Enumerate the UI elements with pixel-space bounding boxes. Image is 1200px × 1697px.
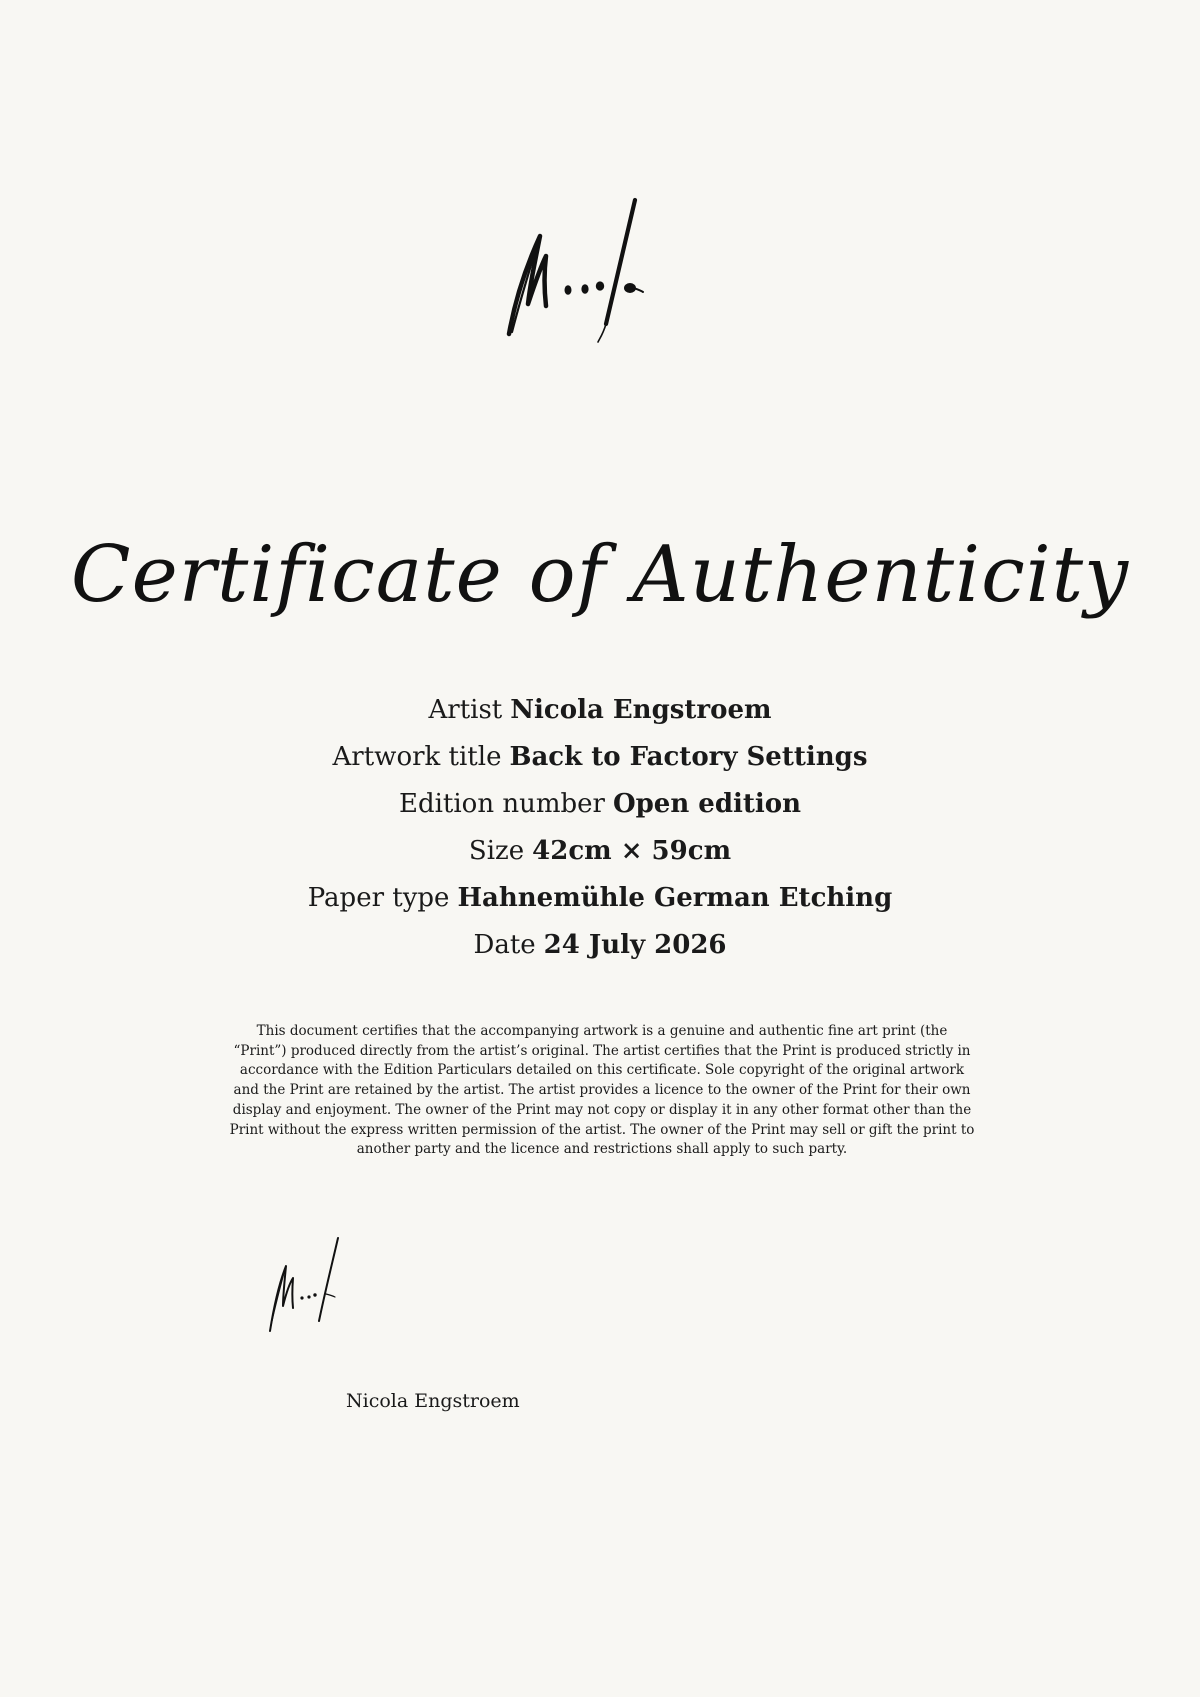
field-edition-number (0, 781, 1200, 828)
legal-line: Print without the express written permission of the artist. The owner of the Print may sell or gift the print to (229, 1121, 975, 1138)
field-size (0, 828, 1200, 875)
field-value: Back to Factory Settings (509, 742, 868, 772)
field-label: Date (473, 930, 536, 960)
field-paper-type (0, 875, 1200, 922)
field-artist (0, 687, 1200, 734)
legal-line: accordance with the Edition Particulars detailed on this certificate. Sole copyright of the original artwork (239, 1062, 965, 1079)
field-value: Open edition (612, 789, 802, 819)
edition-particulars (0, 687, 1200, 969)
field-label: Edition number (398, 789, 605, 819)
legal-line: another party and the licence and restrictions shall apply to such party. (356, 1141, 848, 1158)
field-value: 24 July 2026 (543, 930, 727, 960)
field-label: Paper type (307, 883, 450, 913)
field-artwork-title (0, 734, 1200, 781)
legal-line: display and enjoyment. The owner of the Print may not copy or display it in any other format other than the (232, 1101, 972, 1118)
field-label: Artist (428, 695, 503, 725)
field-date (0, 922, 1200, 969)
legal-statement (222, 1022, 982, 1160)
certificate-title: Certificate of Authenticity (70, 530, 1130, 620)
legal-line: “Print”) produced directly from the artist’s original. The artist certifies that the Print is produced strictly in (233, 1042, 971, 1059)
logo-signature-mark (500, 196, 700, 356)
legal-line: This document certifies that the accompanying artwork is a genuine and authentic fine art print (the (256, 1023, 948, 1039)
legal-line: and the Print are retained by the artist. The artist provides a licence to the owner of the Print for their own (233, 1082, 971, 1099)
signatory-name: Nicola Engstroem (346, 1390, 520, 1412)
field-label: Size (468, 836, 525, 866)
artist-signature-mark (262, 1236, 362, 1336)
field-label: Artwork title (332, 742, 502, 772)
field-value: Nicola Engstroem (510, 695, 772, 725)
field-value: 42cm × 59cm (532, 836, 732, 866)
field-value: Hahnemühle German Etching (457, 883, 893, 913)
